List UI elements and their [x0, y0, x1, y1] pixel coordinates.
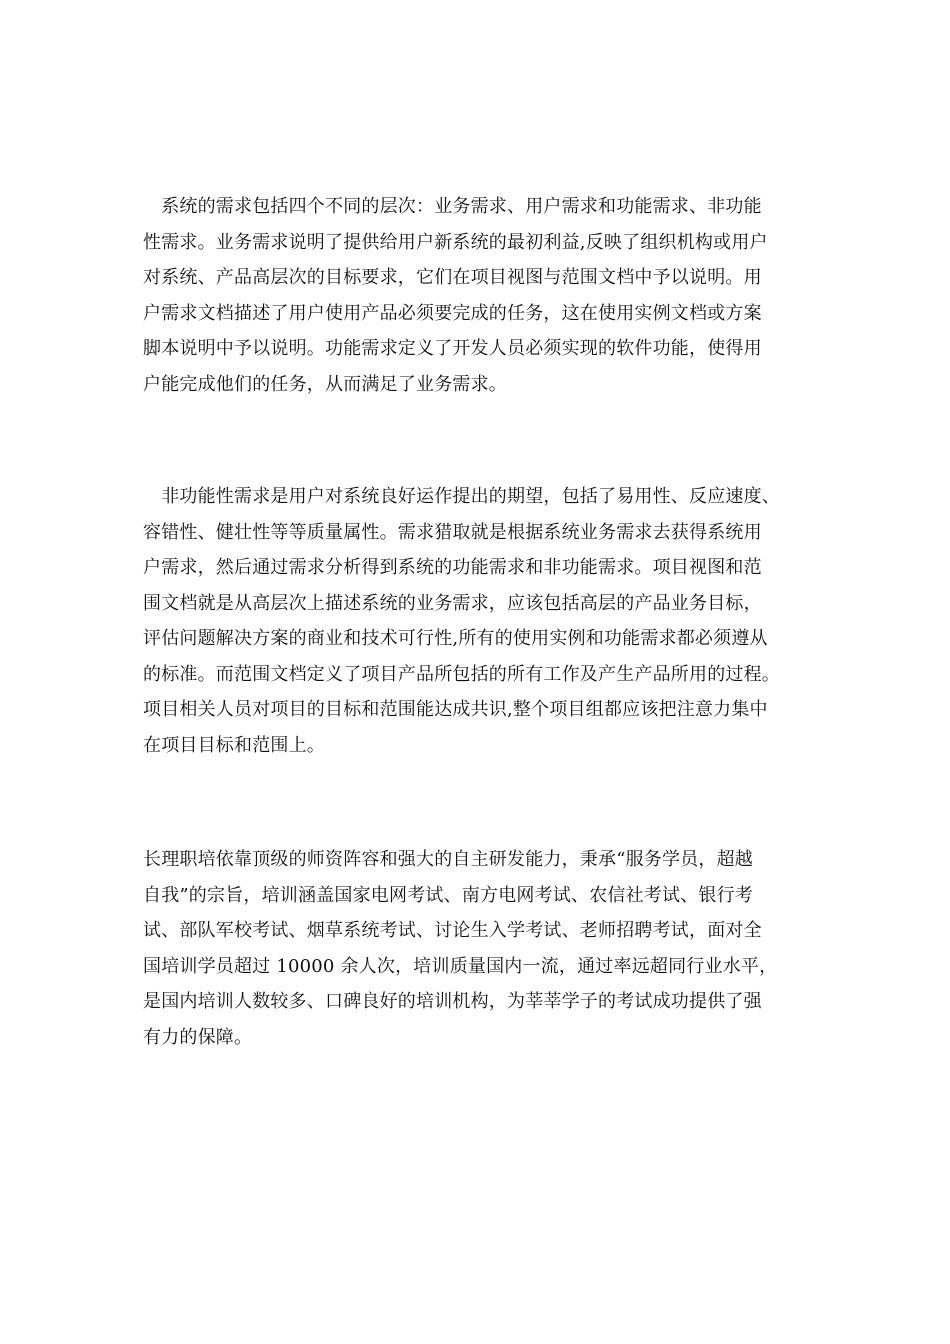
- paragraph-line: 试、部队军校考试、烟草系统考试、讨论生入学考试、老师招聘考试，面对全: [143, 920, 762, 941]
- paragraph-line: 评估问题解决方案的商业和技术可行性,所有的使用实例和功能需求都必须遵从: [143, 628, 768, 649]
- paragraph-line: 在项目目标和范围上。: [143, 734, 325, 756]
- paragraph-line: 户能完成他们的任务，从而满足了业务需求。: [143, 373, 507, 395]
- paragraph-requirements-levels: [143, 189, 823, 402]
- paragraph-line: 脚本说明中予以说明。功能需求定义了开发人员必须实现的软件功能，使得用: [143, 338, 762, 359]
- paragraph-line: 性需求。业务需求说明了提供给用户新系统的最初利益,反映了组织机构或用户: [143, 231, 768, 253]
- paragraph-line: 有力的保障。: [143, 1026, 253, 1048]
- paragraph-line: 的标准。而范围文档定义了项目产品所包括的所有工作及产生产品所用的过程。: [143, 663, 780, 685]
- paragraph-line: 户需求，然后通过需求分析得到系统的功能需求和非功能需求。项目视图和范: [143, 557, 762, 578]
- paragraph-line: 项目相关人员对项目的目标和范围能达成共识,整个项目组都应该把注意力集中: [143, 699, 768, 720]
- paragraph-line: 非功能性需求是用户对系统良好运作提出的期望，包括了易用性、反应速度、: [143, 486, 780, 507]
- paragraph-line: 长理职培依靠顶级的师资阵容和强大的自主研发能力，秉承“服务学员，超越: [143, 849, 753, 870]
- paragraph-line: 围文档就是从高层次上描述系统的业务需求，应该包括高层的产品业务目标，: [143, 592, 762, 614]
- paragraph-line: 自我”的宗旨，培训涵盖国家电网考试、南方电网考试、农信社考试、银行考: [143, 884, 753, 906]
- paragraph-training-institution: [143, 842, 823, 1055]
- paragraph-line: 容错性、健壮性等等质量属性。需求猎取就是根据系统业务需求去获得系统用: [143, 521, 762, 543]
- paragraph-line: 户需求文档描述了用户使用产品必须要完成的任务，这在使用实例文档或方案: [143, 302, 762, 324]
- paragraph-line: 是国内培训人数较多、口碑良好的培训机构，为莘莘学子的考试成功提供了强: [143, 991, 762, 1012]
- paragraph-line: 国培训学员超过 10000 余人次，培训质量国内一流，通过率远超同行业水平，: [143, 955, 778, 977]
- paragraph-nonfunctional-requirements: [143, 479, 823, 763]
- paragraph-line: 系统的需求包括四个不同的层次：业务需求、用户需求和功能需求、非功能: [143, 196, 762, 217]
- paragraph-line: 对系统、产品高层次的目标要求，它们在项目视图与范围文档中予以说明。用: [143, 267, 762, 288]
